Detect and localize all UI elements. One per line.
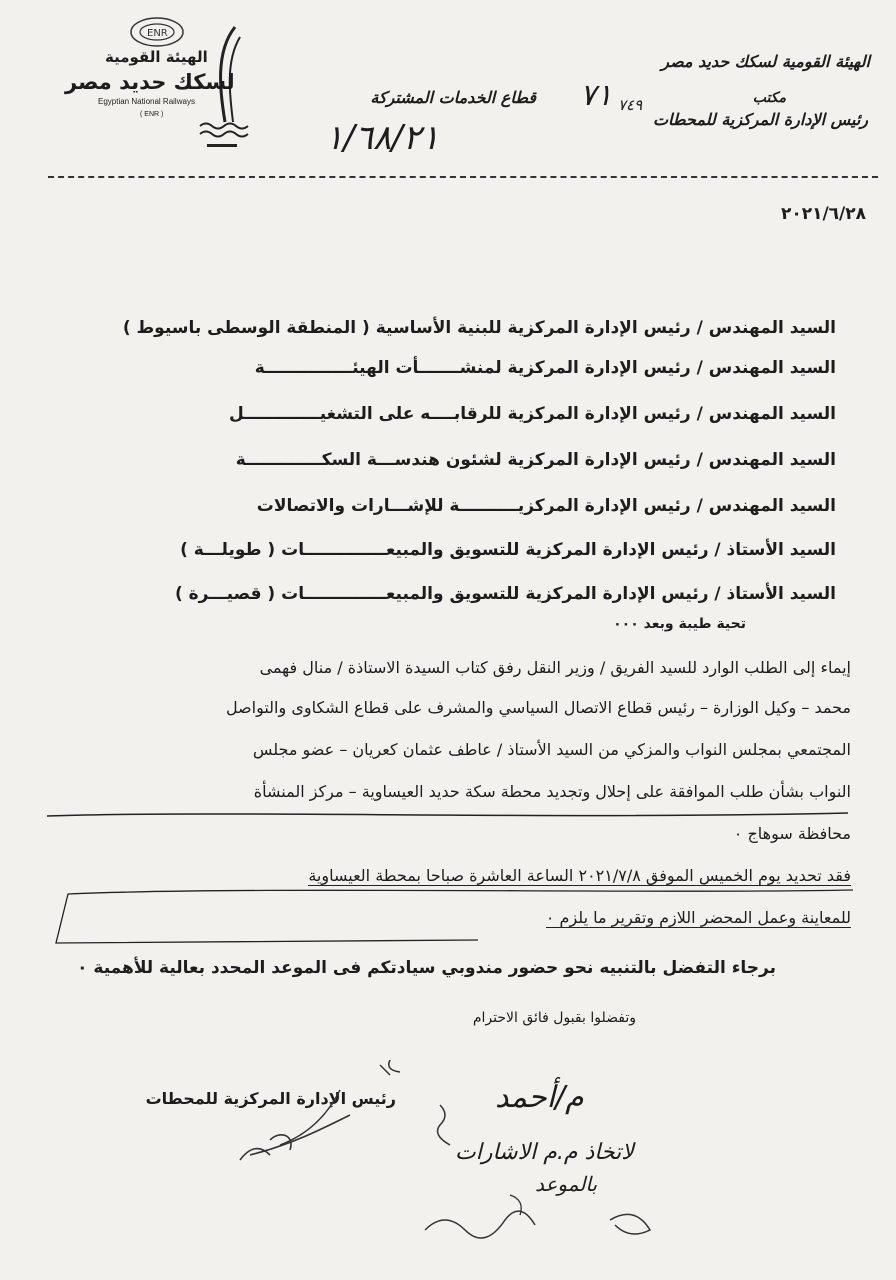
closing: وتفضلوا بقبول فائق الاحترام bbox=[472, 1010, 636, 1026]
enr-emblem-icon bbox=[125, 12, 185, 52]
greeting: تحية طيبة وبعد ٠٠٠ bbox=[613, 616, 746, 632]
handwritten-note2: بالموعد bbox=[535, 1172, 598, 1196]
addressee-2: السيد المهندس / رئيس الإدارة المركزية لمنشـــــــأت الهيئـــــــــــــــة bbox=[254, 358, 836, 378]
handwritten-date: ١/٦٨/٢١ bbox=[325, 118, 440, 158]
body-line-5: محافظة سوهاج ٠ bbox=[733, 824, 851, 843]
addressee-5: السيد المهندس / رئيس الإدارة المركزيــــــــــة للإشـــارات والاتصالات bbox=[256, 496, 836, 516]
final-request: برجاء التفضل بالتنبيه نحو حضور مندوبي سيادتكم فى الموعد المحدد بعالية للأهمية ٠ bbox=[77, 958, 776, 978]
addressee-1: السيد المهندس / رئيس الإدارة المركزية للبنية الأساسية ( المنطقة الوسطى باسيوط ) bbox=[122, 318, 836, 338]
addressee-7: السيد الأستاذ / رئيس الإدارة المركزية للتسويق والمبيعــــــــــــــات ( قصيـــرة ) bbox=[174, 584, 836, 604]
handwritten-ref2: ٧٤٩ bbox=[618, 96, 643, 114]
schedule-line-2: للمعاينة وعمل المحضر اللازم وتقرير ما يلزم ٠ bbox=[545, 908, 851, 927]
org-name: الهيئة القومية لسكك حديد مصر bbox=[661, 52, 870, 71]
office-label: مكتب bbox=[752, 90, 786, 106]
handwritten-underline bbox=[45, 808, 850, 822]
logo-text-ar1: الهيئة القومية bbox=[105, 48, 208, 66]
body-line-2: محمد – وكيل الوزارة – رئيس قطاع الاتصال السياسي والمشرف على قطاع الشكاوى والتواصل bbox=[225, 698, 851, 717]
handwritten-ref: ٧١ bbox=[580, 78, 613, 113]
addressee-6: السيد الأستاذ / رئيس الإدارة المركزية للتسويق والمبيعــــــــــــــات ( طويلـــة ) bbox=[180, 540, 836, 560]
handwritten-bracket bbox=[48, 888, 858, 948]
body-line-4: النواب بشأن طلب الموافقة على إحلال وتجديد محطة سكة حديد العيساوية – مركز المنشأة bbox=[253, 782, 851, 801]
body-line-3: المجتمعي بمجلس النواب والمزكي من السيد الأستاذ / عاطف عثمان كعريان – عضو مجلس bbox=[252, 740, 851, 759]
signature-scribble bbox=[230, 1060, 430, 1170]
handwritten-note: لاتخاذ م.م الاشارات bbox=[455, 1140, 634, 1165]
signature-title: رئيس الإدارة المركزية للمحطات bbox=[145, 1089, 396, 1108]
logo-text-en: Egyptian National Railways bbox=[98, 97, 195, 106]
header-divider bbox=[48, 176, 878, 178]
letter-date: ٢٠٢١/٦/٢٨ bbox=[780, 204, 866, 224]
handwritten-scribble-bottom bbox=[420, 1180, 700, 1250]
handwritten-name: م/أحمد bbox=[495, 1080, 584, 1115]
addressee-3: السيد المهندس / رئيس الإدارة المركزية للرقابــــه على التشغيـــــــــــــل bbox=[228, 404, 836, 424]
svg-text:ENR: ENR bbox=[147, 28, 168, 39]
office-title: رئيس الإدارة المركزية للمحطات bbox=[652, 110, 868, 129]
addressee-4: السيد المهندس / رئيس الإدارة المركزية لشئون هندســـة السكـــــــــــــة bbox=[235, 450, 836, 470]
logo-text-enr: ( ENR ) bbox=[140, 111, 164, 118]
schedule-line-1: فقد تحديد يوم الخميس الموفق ٢٠٢١/٧/٨ الساعة العاشرة صباحا بمحطة العيساوية bbox=[308, 866, 851, 885]
sector-name: قطاع الخدمات المشتركة bbox=[370, 88, 536, 107]
logo-text-ar2: لسكك حديد مصر bbox=[65, 70, 235, 94]
body-line-1: إيماء إلى الطلب الوارد للسيد الفريق / وزير النقل رفق كتاب السيدة الاستاذة / منال فهمى bbox=[259, 658, 851, 677]
